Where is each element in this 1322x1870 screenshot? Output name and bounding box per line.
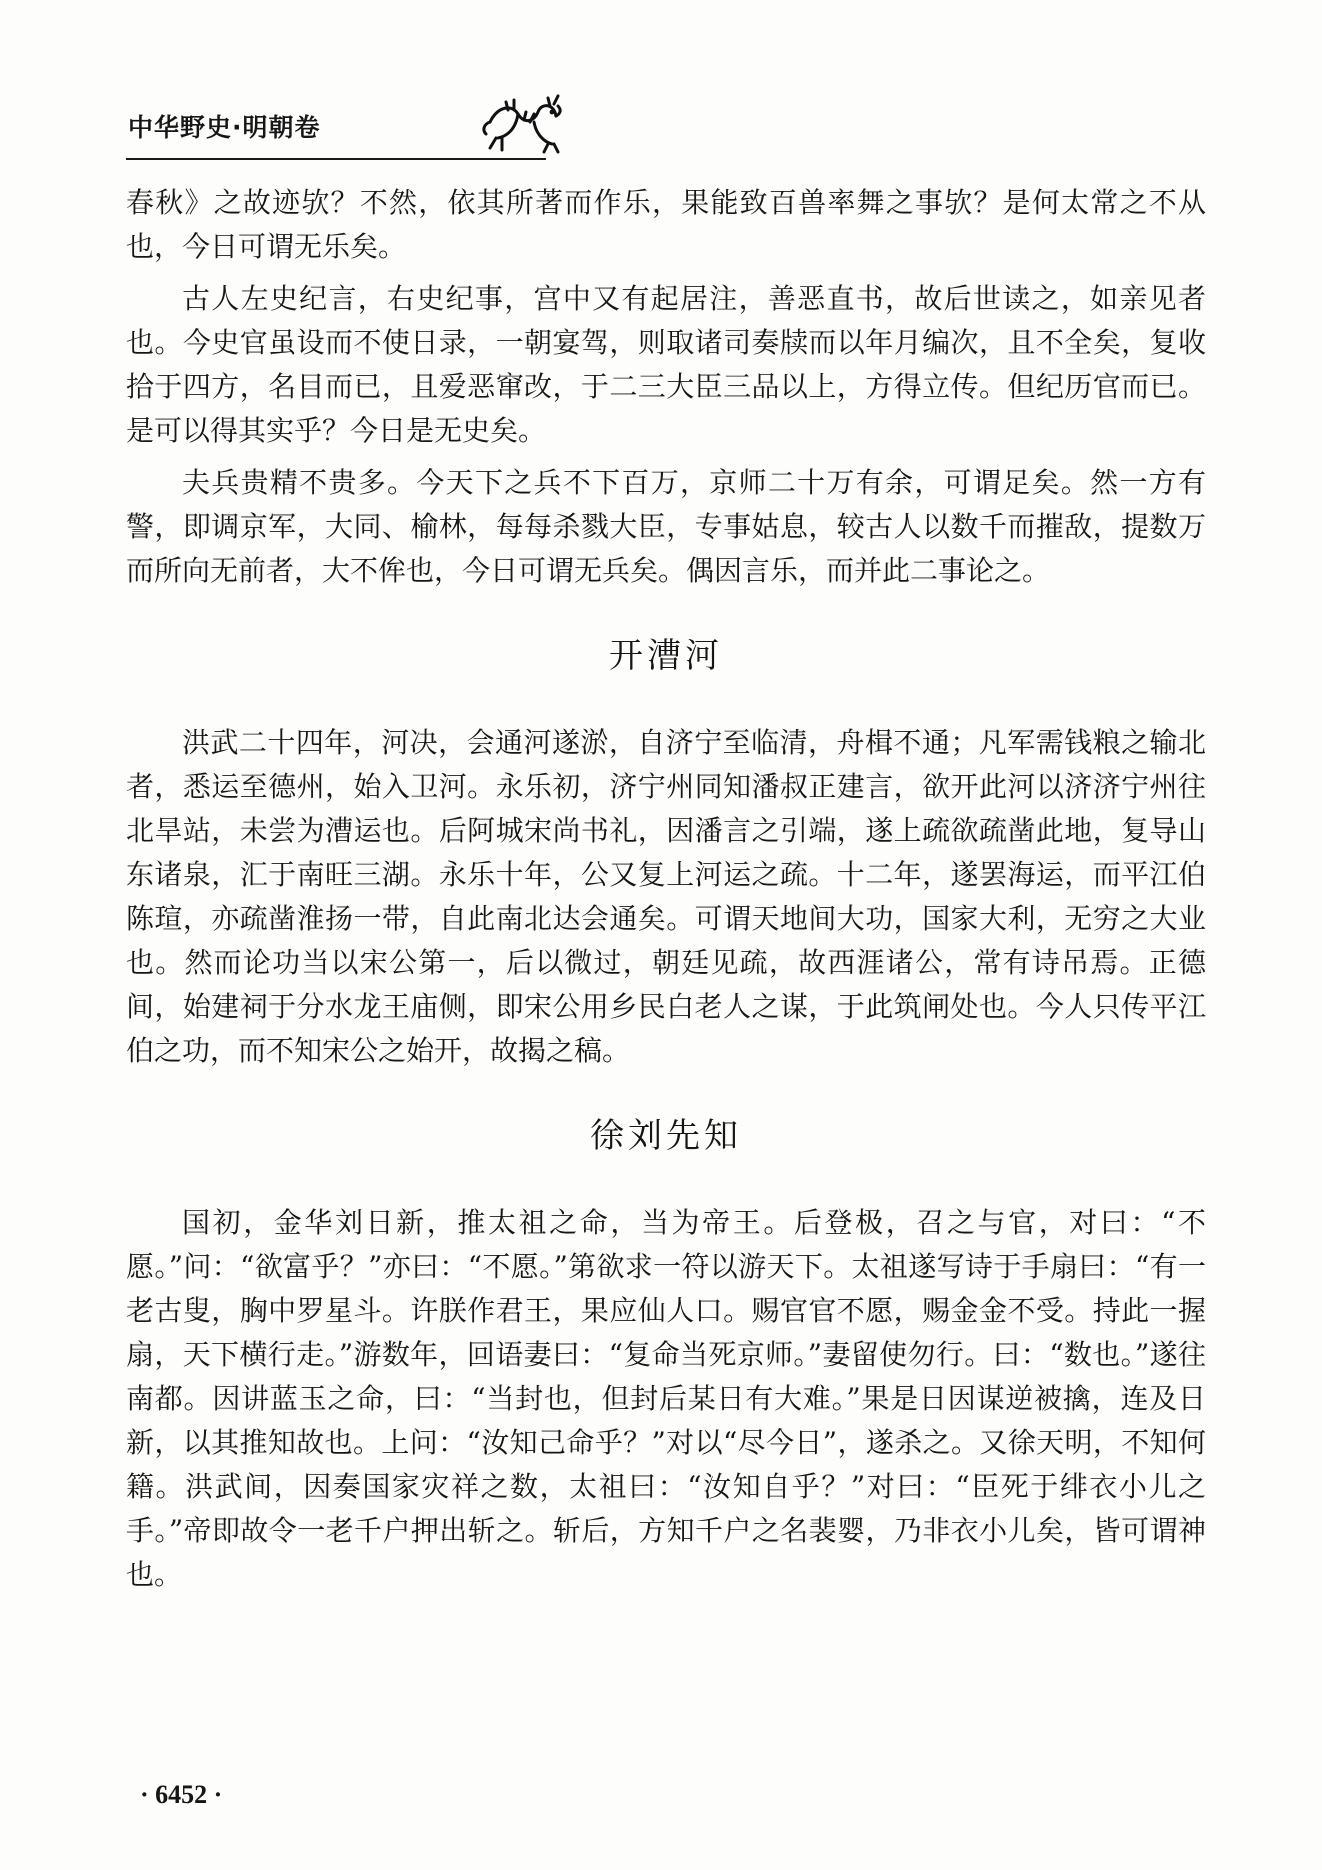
- section-title: 徐刘先知: [590, 1116, 742, 1156]
- paragraph: 古人左史纪言，右史纪事，宫中又有起居注，善恶直书，故后世读之，如亲见者也。今史官虽设而不使日录，一朝宴驾，则取诸司奏牍而以年月编次，且不全矣，复收拾于四方，名目而已，且爱恶窜改，于二三大臣三品以上，方得立传。但纪历官而已。是可以得其实乎？今日是无史矣。: [126, 282, 1206, 447]
- paragraph: 春秋》之故迹欤？不然，依其所著而作乐，果能致百兽率舞之事欤？是何太常之不从也，今日可谓无乐矣。: [126, 186, 1206, 263]
- dragon-icon: [478, 92, 564, 156]
- paragraph: 洪武二十四年，河决，会通河遂淤，自济宁至临清，舟楫不通；凡军需钱粮之输北者，悉运至德州，始入卫河。永乐初，济宁州同知潘叔正建言，欲开此河以济济宁州往北旱站，未尝为漕运也。后阿城宋尚书礼，因潘言之引端，遂上疏欲疏凿此地，复导山东诸泉，汇于南旺三湖。永乐十年，公又复上河运之疏。十二年，遂罢海运，而平江伯陈瑄，亦疏凿淮扬一带，自此南北达会通矣。可谓天地间大功，国家大利，无穷之大业也。然而论功当以宋公第一，后以微过，朝廷见疏，故西涯诸公，常有诗吊焉。正德间，始建祠于分水龙王庙侧，即宋公用乡民白老人之谋，于此筑闸处也。今人只传平江伯之功，而不知宋公之始开，故揭之稿。: [126, 726, 1206, 1067]
- section-title: 开漕河: [609, 636, 723, 676]
- book-title: 中华野史·明朝卷: [128, 113, 321, 142]
- paragraph: 国初，金华刘日新，推太祖之命，当为帝王。后登极，召之与官，对曰：“不愿。”问：“欲富乎？”亦曰：“不愿。”第欲求一符以游天下。太祖遂写诗于手扇曰：“有一老古叟，胸中罗星斗。许朕作君王，果应仙人口。赐官官不愿，赐金金不受。持此一握扇，天下横行走。”游数年，回语妻曰：“复命当死京师。”妻留使勿行。曰：“数也。”遂往南都。因讲蓝玉之命，曰：“当封也，但封后某日有大难。”果是日因谋逆被擒，连及日新，以其推知故也。上问：“汝知己命乎？”对以“尽今日”，遂杀之。又徐天明，不知何籍。洪武间，因奏国家灾祥之数，太祖曰：“汝知自乎？”对曰：“臣死于绯衣小儿之手。”帝即故令一老千户押出斩之。斩后，方知千户之名裴婴，乃非衣小儿矣，皆可谓神也。: [126, 1206, 1206, 1591]
- running-header: [126, 102, 546, 160]
- paragraph: 夫兵贵精不贵多。今天下之兵不下百万，京师二十万有余，可谓足矣。然一方有警，即调京军，大同、榆林，每每杀戮大臣，专事姑息，较古人以数千而摧敌，提数万而所向无前者，大不侔也，今日可谓无兵矣。偶因言乐，而并此二事论之。: [126, 466, 1206, 587]
- page-body: [126, 181, 1206, 1605]
- page-number: · 6452 ·: [140, 1780, 223, 1809]
